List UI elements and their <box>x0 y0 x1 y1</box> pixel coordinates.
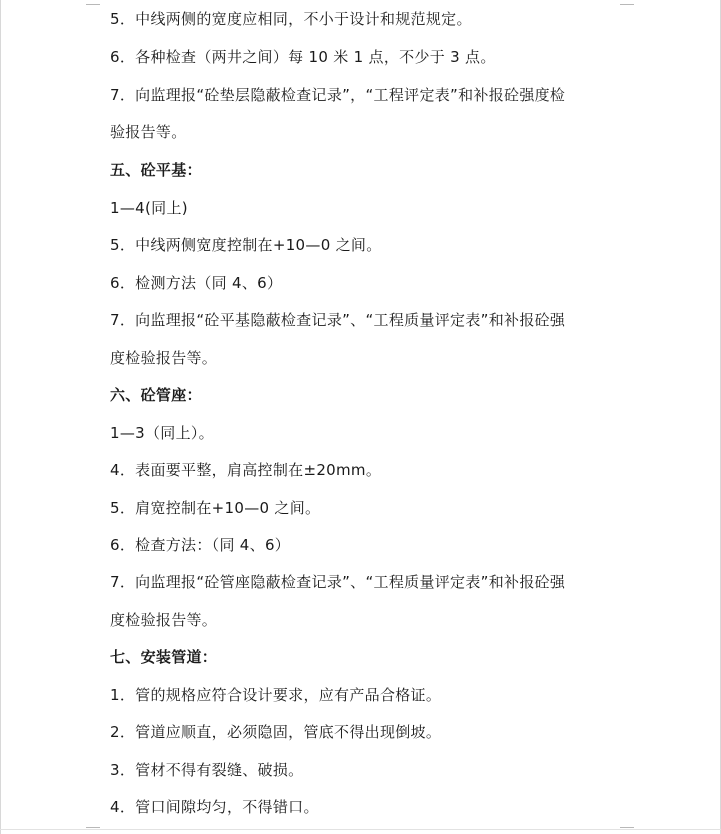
margin-corner-bottom-right <box>620 827 634 828</box>
section-heading: 五、砼平基： <box>110 161 202 179</box>
page-left-edge <box>0 0 1 834</box>
section-heading: 六、砼管座： <box>110 386 202 404</box>
margin-corner-top-left <box>86 4 100 5</box>
paragraph-line: 1—4(同上) <box>110 199 188 217</box>
paragraph-line: 1—3（同上）。 <box>110 424 214 442</box>
paragraph-line: 4．表面要平整，肩高控制在±20mm。 <box>110 461 382 479</box>
paragraph-line: 7．向监理报“砼平基隐蔽检查记录”、“工程质量评定表”和补报砼强 <box>110 311 566 329</box>
paragraph-line: 7．向监理报“砼管座隐蔽检查记录”、“工程质量评定表”和补报砼强 <box>110 573 566 591</box>
section-heading: 七、安装管道： <box>110 648 218 666</box>
margin-corner-top-right <box>620 4 634 5</box>
paragraph-line: 度检验报告等。 <box>110 349 218 367</box>
paragraph-line: 4．管口间隙均匀，不得错口。 <box>110 798 319 816</box>
paragraph-line: 1．管的规格应符合设计要求，应有产品合格证。 <box>110 686 442 704</box>
paragraph-line: 度检验报告等。 <box>110 611 218 629</box>
paragraph-line: 5．中线两侧的宽度应相同，不小于设计和规范规定。 <box>110 10 472 28</box>
paragraph-line: 6．检测方法（同 4、6） <box>110 274 283 292</box>
margin-corner-bottom-left <box>86 827 100 828</box>
paragraph-line: 7．向监理报“砼垫层隐蔽检查记录”，“工程评定表”和补报砼强度检 <box>110 86 566 104</box>
paragraph-line: 6．各种检查（两井之间）每 10 米 1 点，不少于 3 点。 <box>110 48 496 66</box>
paragraph-line: 验报告等。 <box>110 123 187 141</box>
paragraph-line: 2．管道应顺直，必须隐固，管底不得出现倒坡。 <box>110 723 442 741</box>
paragraph-line: 6．检查方法：（同 4、6） <box>110 536 291 554</box>
page-bottom-rule <box>0 829 721 830</box>
paragraph-line: 5．中线两侧宽度控制在+10—0 之间。 <box>110 236 382 254</box>
paragraph-line: 3．管材不得有裂缝、破损。 <box>110 761 304 779</box>
paragraph-line: 5．肩宽控制在+10—0 之间。 <box>110 499 321 517</box>
